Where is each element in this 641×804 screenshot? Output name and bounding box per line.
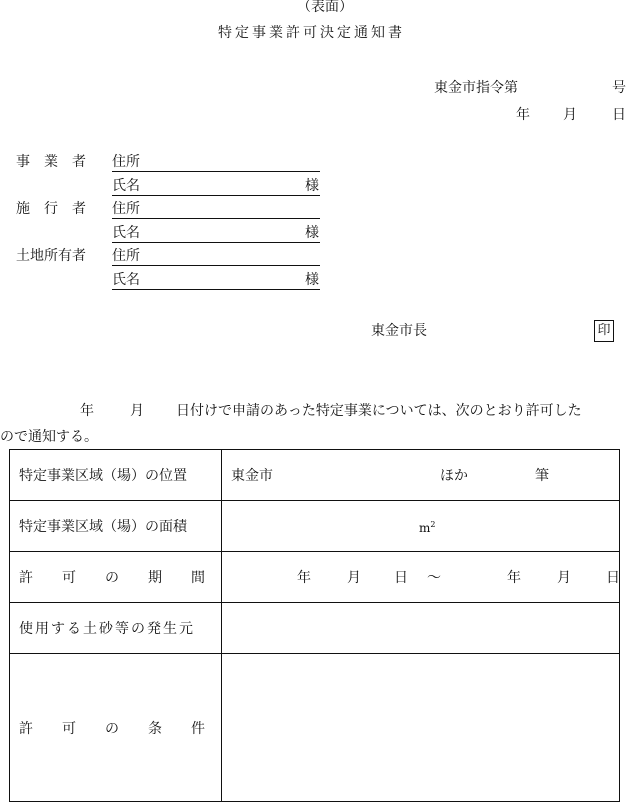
name-label: 氏名: [112, 225, 140, 241]
party-role-landowner: 土地所有者: [16, 248, 86, 264]
value-area: [222, 501, 620, 552]
label-area: 特定事業区域（場）の面積: [10, 501, 222, 552]
address-underline: [112, 218, 320, 219]
address-underline: [112, 265, 320, 266]
label-conditions: 許 可 の 条 件: [10, 654, 222, 802]
date-year: 年: [516, 107, 530, 123]
address-label: 住所: [112, 201, 140, 217]
issuer-title: 東金市長: [371, 323, 427, 339]
period-to-day: 日: [606, 570, 620, 586]
body-year: 年: [80, 403, 94, 419]
location-hoka: ほか: [440, 468, 468, 484]
official-seal: 印: [594, 320, 614, 342]
notice-number-suffix: 号: [612, 80, 626, 96]
address-label: 住所: [112, 154, 140, 170]
name-underline: [112, 289, 320, 290]
table-row-area: [10, 501, 620, 552]
table-row-period: [10, 552, 620, 603]
address-label: 住所: [112, 248, 140, 264]
honorific: 様: [305, 178, 319, 194]
document-title: 特定事業許可決定通知書: [218, 25, 405, 41]
honorific: 様: [305, 272, 319, 288]
area-unit: $m^2$: [419, 520, 436, 535]
value-period: [222, 552, 620, 603]
table-row-location: [10, 450, 620, 501]
period-from-year: 年: [297, 570, 311, 586]
party-role-contractor: 施 行 者: [16, 201, 86, 217]
value-location: [222, 450, 620, 501]
period-to-month: 月: [557, 570, 571, 586]
name-underline: [112, 195, 320, 196]
value-soil-source: [222, 603, 620, 654]
label-soil-source: 使用する土砂等の発生元: [10, 603, 222, 654]
date-month: 月: [563, 107, 577, 123]
name-label: 氏名: [112, 178, 140, 194]
location-hitsu: 筆: [535, 468, 549, 484]
value-conditions: [222, 654, 620, 802]
period-tilde: ～: [427, 570, 441, 586]
side-label: （表面）: [297, 0, 353, 15]
label-location: 特定事業区域（場）の位置: [10, 450, 222, 501]
name-underline: [112, 242, 320, 243]
body-text-line2: ので通知する。: [0, 429, 98, 445]
permit-details-table: [9, 449, 620, 802]
name-label: 氏名: [112, 272, 140, 288]
body-month: 月: [130, 403, 144, 419]
period-to-year: 年: [507, 570, 521, 586]
party-role-operator: 事 業 者: [16, 154, 86, 170]
period-from-day: 日: [394, 570, 408, 586]
table-row-conditions: [10, 654, 620, 802]
body-text-line1: 日付けで申請のあった特定事業については、次のとおり許可した: [176, 403, 582, 419]
address-underline: [112, 171, 320, 172]
period-from-month: 月: [347, 570, 361, 586]
table-row-source: [10, 603, 620, 654]
notice-number-prefix: 東金市指令第: [434, 80, 518, 96]
location-city: 東金市: [231, 468, 273, 484]
honorific: 様: [305, 225, 319, 241]
date-day: 日: [612, 107, 626, 123]
label-period: 許 可 の 期 間: [10, 552, 222, 603]
